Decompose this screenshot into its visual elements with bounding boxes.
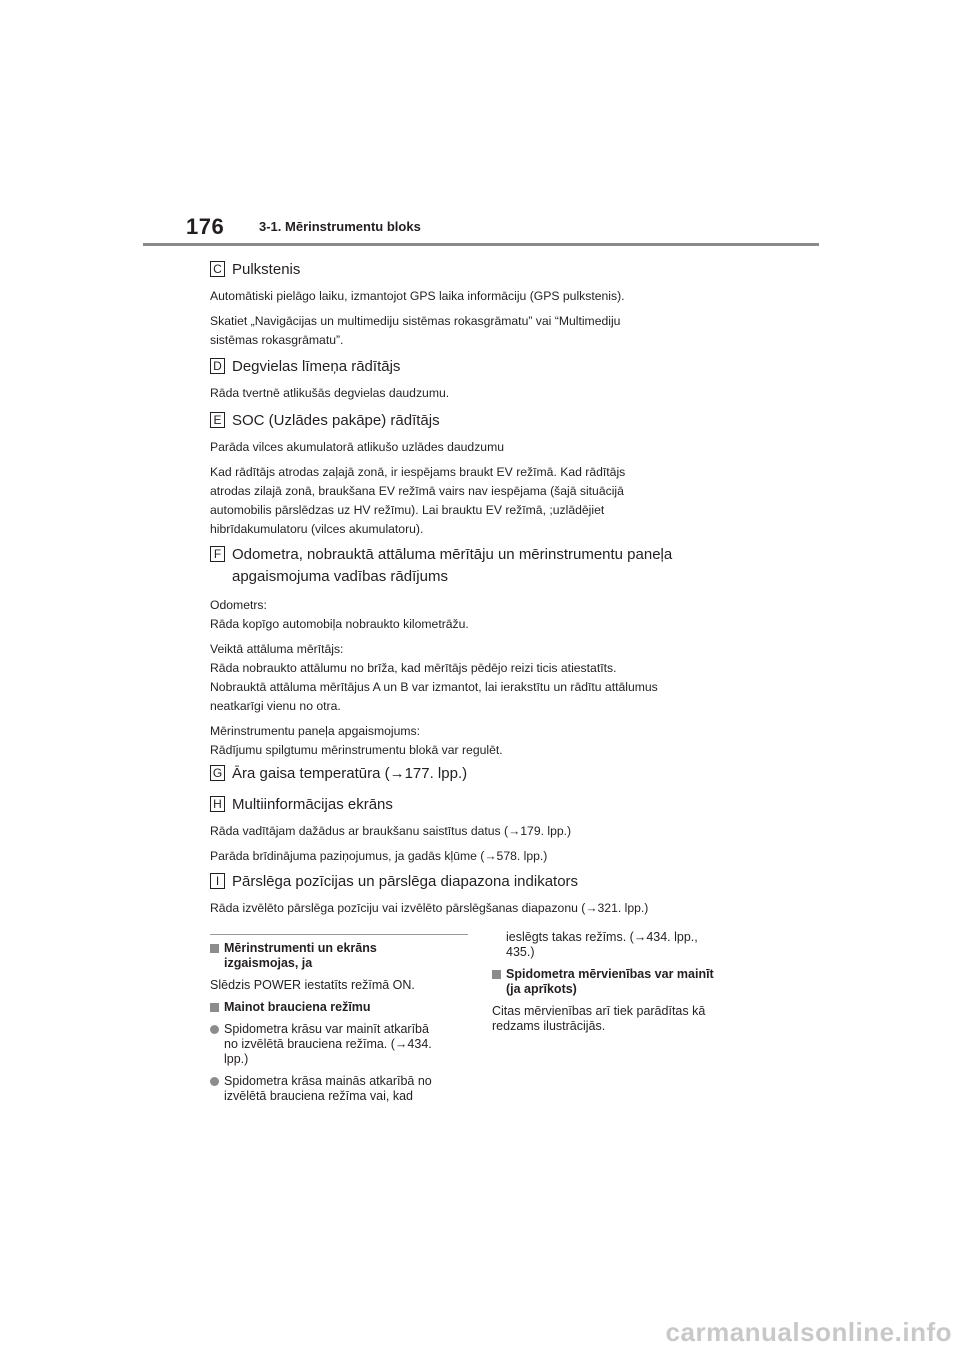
section-title: Pārslēga pozīcijas un pārslēga diapazona indikators (232, 873, 579, 890)
section-title: SOC (Uzlādes pakāpe) rādītājs (232, 412, 440, 429)
note-heading-line: Mainot brauciena režīmu (224, 1000, 371, 1014)
section-letter-i: I (210, 873, 225, 889)
paragraph: Kad rādītājs atrodas zaļajā zonā, ir iespējams braukt EV režīmā. Kad rādītājs (210, 465, 626, 479)
paragraph: Mērinstrumentu paneļa apgaismojums: (210, 724, 420, 738)
square-bullet-icon (210, 1003, 219, 1012)
section-letter-g: G (210, 765, 225, 781)
paragraph: atrodas zilajā zonā, braukšana EV režīmā vairs nav iespējama (šajā situācijā (210, 484, 624, 498)
paragraph: Parāda vilces akumulatorā atlikušo uzlādes daudzumu (210, 440, 505, 454)
header-rule (143, 243, 819, 246)
section-clock (210, 259, 770, 350)
bullet-continuation (492, 930, 762, 960)
section-letter-d: D (210, 358, 225, 374)
bullet-item (210, 1074, 472, 1104)
paragraph: hibrīdakumulatoru (vilces akumulatoru). (210, 522, 424, 536)
section-title: Pulkstenis (232, 261, 301, 278)
running-header: 3-1. Mērinstrumentu bloks (259, 219, 421, 234)
bullet-item (210, 1022, 472, 1067)
paragraph: Rāda vadītājam dažādus ar braukšanu saistītus datus (→179. lpp.) (210, 824, 572, 838)
section-heading (210, 356, 770, 378)
paragraph: Skatiet „Navigācijas un multimediju sistēmas rokasgrāmatu” vai “Multimediju (210, 314, 621, 328)
round-bullet-icon (210, 1025, 219, 1034)
square-bullet-icon (492, 970, 501, 979)
section-title: Multiinformācijas ekrāns (232, 796, 393, 813)
round-bullet-icon (210, 1077, 219, 1086)
paragraph: Rāda kopīgo automobiļa nobraukto kilometrāžu. (210, 617, 469, 631)
section-title: Āra gaisa temperatūra (→177. lpp.) (232, 765, 468, 782)
bullet-line: ieslēgts takas režīms. (→434. lpp., (506, 930, 698, 944)
paragraph: Rāda nobraukto attālumu no brīža, kad mērītājs pēdējo reizi ticis atiestatīts. (210, 661, 617, 675)
page-number: 176 (186, 214, 225, 239)
section-outside-temperature (210, 763, 770, 785)
paragraph: Parāda brīdinājuma paziņojumus, ja gadās kļūme (→578. lpp.) (210, 849, 548, 863)
section-heading (210, 763, 770, 785)
paragraph: Veiktā attāluma mērītājs: (210, 642, 344, 656)
note-heading (210, 1000, 472, 1015)
section-letter-e: E (210, 412, 225, 428)
section-shift-indicator (210, 871, 770, 918)
section-title-line1: Odometra, nobrauktā attāluma mērītāju un mērinstrumentu paneļa (232, 546, 673, 563)
watermark: carmanualsonline.info (665, 1317, 952, 1347)
square-bullet-icon (210, 944, 219, 953)
section-odometer (210, 544, 770, 760)
section-fuel-gauge (210, 356, 770, 403)
section-letter-h: H (210, 796, 225, 812)
note-text: redzams ilustrācijās. (492, 1019, 606, 1033)
section-heading (210, 410, 770, 432)
bullet-line: Spidometra krāsu var mainīt atkarībā (224, 1022, 429, 1036)
paragraph: automobilis pārslēdzas uz HV režīmu). Lai brauktu EV režīmā, ;uzlādējiet (210, 503, 605, 517)
section-heading (210, 794, 770, 816)
bullet-line: izvēlētā brauciena režīma vai, kad (224, 1089, 413, 1103)
section-letter-f: F (210, 546, 225, 562)
paragraph: Odometrs: (210, 598, 267, 612)
note-heading-line: Spidometra mērvienības var mainīt (506, 967, 714, 981)
note-text: Citas mērvienības arī tiek parādītas kā (492, 1004, 706, 1018)
notes-left-column (210, 941, 472, 1104)
note-heading-line: Mērinstrumenti un ekrāns (224, 941, 377, 955)
paragraph: Rādījumu spilgtumu mērinstrumentu blokā var regulēt. (210, 743, 503, 757)
note-heading-line: (ja aprīkots) (506, 982, 577, 996)
paragraph: Automātiski pielāgo laiku, izmantojot GPS laika informāciju (GPS pulkstenis). (210, 289, 625, 303)
notes-right-column (492, 930, 762, 1034)
section-letter-c: C (210, 261, 225, 277)
section-heading (210, 544, 770, 588)
section-title: Degvielas līmeņa rādītājs (232, 358, 401, 375)
note-heading (492, 967, 762, 997)
bullet-line: Spidometra krāsa mainās atkarībā no (224, 1074, 432, 1088)
note-text: Slēdzis POWER iestatīts režīmā ON. (210, 978, 415, 992)
section-soc-gauge (210, 410, 770, 539)
paragraph: neatkarīgi vienu no otra. (210, 699, 341, 713)
paragraph: sistēmas rokasgrāmatu”. (210, 333, 344, 347)
paragraph: Rāda tvertnē atlikušās degvielas daudzumu. (210, 386, 450, 400)
notes-divider (210, 934, 468, 935)
note-heading-line: izgaismojas, ja (224, 956, 313, 970)
paragraph: Rāda izvēlēto pārslēga pozīciju vai izvēlēto pārslēgšanas diapazonu (→321. lpp.) (210, 901, 649, 915)
note-heading (210, 941, 472, 971)
section-heading (210, 871, 770, 893)
bullet-line: lpp.) (224, 1052, 249, 1066)
section-title-line2: apgaismojuma vadības rādījums (232, 568, 448, 585)
paragraph: Nobrauktā attāluma mērītājus A un B var izmantot, lai ierakstītu un rādītu attālumus (210, 680, 658, 694)
section-multi-info-display (210, 794, 770, 866)
section-heading (210, 259, 770, 281)
bullet-line: 435.) (506, 945, 535, 959)
bullet-line: no izvēlētā brauciena režīma. (→434. (224, 1037, 432, 1051)
